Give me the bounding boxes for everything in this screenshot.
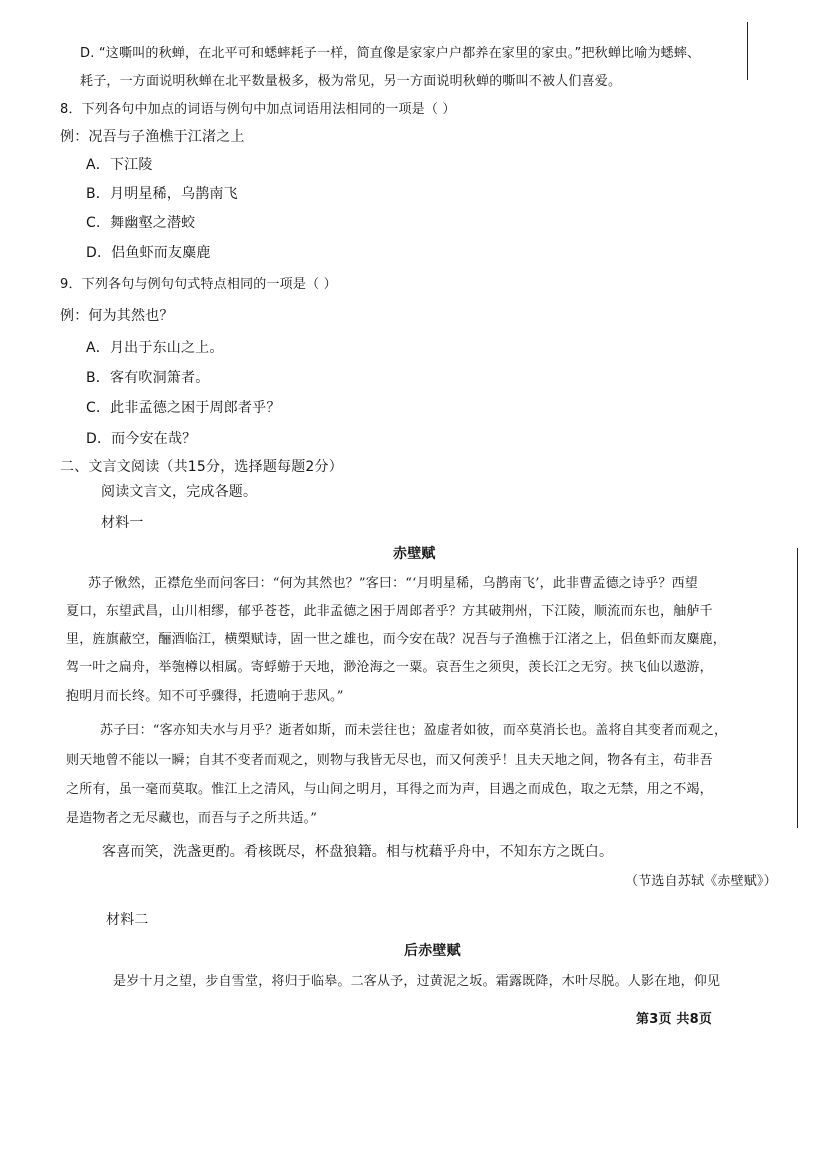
material-1-line: 是造物者之无尽藏也，而吾与子之所共适。” <box>66 811 318 826</box>
question-9-option-c[interactable]: C．此非孟德之困于周郎者乎？ <box>86 400 281 416</box>
material-1-label: 材料一 <box>101 515 144 531</box>
material-1-source: （节选自苏轼《赤壁赋》） <box>625 874 777 889</box>
material-2-line: 是岁十月之望，步自雪堂，将归于临皋。二客从予，过黄泥之坂。霜露既降，木叶尽脱。人影在地，仰见 <box>113 974 721 989</box>
material-1-line: 夏口，东望武昌，山川相缪，郁乎苍苍，此非孟德之困于周郎者乎？方其破荆州，下江陵，顺流而东也，舳舻千 <box>66 604 713 619</box>
margin-line-top <box>747 22 748 80</box>
question-8-option-d[interactable]: D．侣鱼虾而友麋鹿 <box>86 245 211 261</box>
question-8-option-c[interactable]: C．舞幽壑之潜蛟 <box>86 215 196 231</box>
material-1-line: 抱明月而长终。知不可乎骤得，托遗响于悲风。” <box>66 689 344 704</box>
material-1-line: 驾一叶之扁舟，举匏樽以相属。寄蜉蝣于天地，渺沧海之一粟。哀吾生之须臾，羡长江之无穷。挟飞仙以遨游， <box>66 660 713 675</box>
question-8-option-b[interactable]: B．月明星稀，乌鹊南飞 <box>86 186 238 202</box>
question-9-option-a[interactable]: A．月出于东山之上。 <box>86 340 224 356</box>
material-2-title: 后赤壁赋 <box>404 943 461 959</box>
question-8-example: 例：况吾与子渔樵于江渚之上 <box>60 129 245 145</box>
section-2-instruction: 阅读文言文，完成各题。 <box>101 484 258 500</box>
margin-line-middle <box>797 548 798 828</box>
question-9-option-b[interactable]: B．客有吹洞箫者。 <box>86 370 210 386</box>
section-2-heading: 二、文言文阅读（共15分，选择题每题2分） <box>60 459 343 475</box>
option-d-line-2: 耗子，一方面说明秋蝉在北平数量极多，极为常见，另一方面说明秋蝉的嘶叫不被人们喜爱。 <box>80 74 622 89</box>
question-9-example: 例：何为其然也？ <box>60 308 174 324</box>
material-1-line: 里，旌旗蔽空，酾酒临江，横槊赋诗，固一世之雄也，而今安在哉？况吾与子渔樵于江渚之上，侣鱼虾而友麋鹿， <box>66 632 727 647</box>
material-1-line: 苏子曰：“客亦知夫水与月乎？逝者如斯，而未尝往也；盈虚者如彼，而卒莫消长也。盖将自其变者而观之， <box>100 723 728 738</box>
question-9-option-d[interactable]: D．而今安在哉？ <box>86 431 197 447</box>
material-1-line: 则天地曾不能以一瞬；自其不变者而观之，则物与我皆无尽也，而又何羡乎！且夫天地之间，物各有主，苟非吾 <box>66 753 713 768</box>
question-8-option-a[interactable]: A．下江陵 <box>86 157 153 173</box>
material-1-line: 之所有，虽一毫而莫取。惟江上之清风，与山间之明月，耳得之而为声，目遇之而成色，取之无禁，用之不竭， <box>66 782 713 797</box>
material-2-label: 材料二 <box>106 912 149 928</box>
question-8-stem: 8．下列各句中加点的词语与例句中加点词语用法相同的一项是（ ） <box>60 102 456 117</box>
material-1-line: 苏子愀然，正襟危坐而问客曰：“何为其然也？”客曰：“‘月明星稀，乌鹊南飞’，此非曹孟德之诗乎？西望 <box>88 576 699 591</box>
option-d-line-1: D. “这嘶叫的秋蝉，在北平可和蟋蟀耗子一样，简直像是家家户户都养在家里的家虫。”把秋蝉比喻为蟋蟀、 <box>80 46 701 61</box>
material-1-title: 赤壁赋 <box>393 546 436 562</box>
material-1-line: 客喜而笑，洗盏更酌。肴核既尽，杯盘狼籍。相与枕藉乎舟中，不知东方之既白。 <box>102 844 614 860</box>
question-9-stem: 9．下列各句与例句句式特点相同的一项是（ ） <box>60 277 337 292</box>
page-number: 第3页 共8页 <box>636 1012 713 1027</box>
